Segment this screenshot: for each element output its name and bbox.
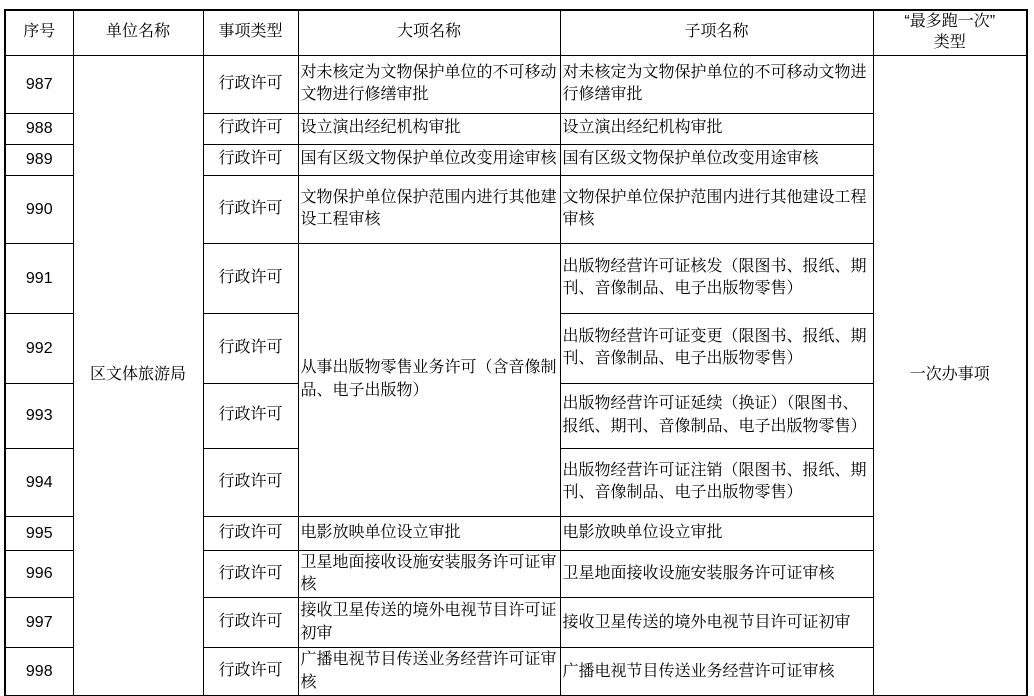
- item-type-cell: 行政许可: [203, 313, 298, 383]
- seq-cell: 989: [5, 144, 73, 175]
- major-item-cell: 卫星地面接收设施安装服务许可证审核: [298, 550, 560, 598]
- col-header-unit: 单位名称: [73, 10, 203, 55]
- sub-item-cell: 电影放映单位设立审批: [560, 516, 873, 550]
- sub-item-cell: 卫星地面接收设施安装服务许可证审核: [560, 550, 873, 598]
- col-header-item-type: 事项类型: [203, 10, 298, 55]
- seq-cell: 988: [5, 113, 73, 144]
- major-item-cell: 设立演出经纪机构审批: [298, 113, 560, 144]
- seq-cell: 997: [5, 598, 73, 648]
- seq-cell: 996: [5, 550, 73, 598]
- item-type-cell: 行政许可: [203, 55, 298, 113]
- item-type-cell: 行政许可: [203, 550, 298, 598]
- major-item-cell: 国有区级文物保护单位改变用途审核: [298, 144, 560, 175]
- sub-item-cell: 文物保护单位保护范围内进行其他建设工程审核: [560, 175, 873, 243]
- major-item-cell: 文物保护单位保护范围内进行其他建设工程审核: [298, 175, 560, 243]
- unit-name-cell: 区文体旅游局: [73, 55, 203, 696]
- item-type-cell: 行政许可: [203, 113, 298, 144]
- sub-item-cell: 出版物经营许可证注销（限图书、报纸、期刊、音像制品、电子出版物零售）: [560, 448, 873, 516]
- sub-item-cell: 出版物经营许可证变更（限图书、报纸、期刊、音像制品、电子出版物零售）: [560, 313, 873, 383]
- sub-item-cell: 接收卫星传送的境外电视节目许可证初审: [560, 598, 873, 648]
- item-type-cell: 行政许可: [203, 175, 298, 243]
- header-row: [5, 10, 1027, 55]
- seq-cell: 998: [5, 648, 73, 696]
- table-row: [5, 55, 1027, 113]
- seq-cell: 990: [5, 175, 73, 243]
- col-header-major: 大项名称: [298, 10, 560, 55]
- sub-item-cell: 设立演出经纪机构审批: [560, 113, 873, 144]
- sub-item-cell: 对未核定为文物保护单位的不可移动文物进行修缮审批: [560, 55, 873, 113]
- seq-cell: 995: [5, 516, 73, 550]
- col-header-run-once-line1: “最多跑一次”: [904, 13, 996, 30]
- item-type-cell: 行政许可: [203, 598, 298, 648]
- sub-item-cell: 出版物经营许可证延续（换证）（限图书、报纸、期刊、音像制品、电子出版物零售）: [560, 383, 873, 448]
- col-header-run-once-line2: 类型: [933, 33, 966, 51]
- major-item-cell: 对未核定为文物保护单位的不可移动文物进行修缮审批: [298, 55, 560, 113]
- item-type-cell: 行政许可: [203, 383, 298, 448]
- sub-item-cell: 出版物经营许可证核发（限图书、报纸、期刊、音像制品、电子出版物零售）: [560, 243, 873, 313]
- item-type-cell: 行政许可: [203, 516, 298, 550]
- major-item-cell: 电影放映单位设立审批: [298, 516, 560, 550]
- seq-cell: 994: [5, 448, 73, 516]
- item-type-cell: 行政许可: [203, 243, 298, 313]
- item-type-cell: 行政许可: [203, 448, 298, 516]
- col-header-seq: 序号: [5, 10, 73, 55]
- item-type-cell: 行政许可: [203, 648, 298, 696]
- item-type-cell: 行政许可: [203, 144, 298, 175]
- col-header-run-once: [873, 10, 1027, 55]
- major-item-cell: 广播电视节目传送业务经营许可证审核: [298, 648, 560, 696]
- run-once-type-cell: 一次办事项: [873, 55, 1027, 696]
- col-header-sub: 子项名称: [560, 10, 873, 55]
- major-item-merged-cell: 从事出版物零售业务许可（含音像制品、电子出版物）: [298, 243, 560, 516]
- seq-cell: 992: [5, 313, 73, 383]
- seq-cell: 991: [5, 243, 73, 313]
- sub-item-cell: 广播电视节目传送业务经营许可证审核: [560, 648, 873, 696]
- seq-cell: 987: [5, 55, 73, 113]
- seq-cell: 993: [5, 383, 73, 448]
- major-item-cell: 接收卫星传送的境外电视节目许可证初审: [298, 598, 560, 648]
- gov-services-table: [4, 9, 1028, 696]
- sub-item-cell: 国有区级文物保护单位改变用途审核: [560, 144, 873, 175]
